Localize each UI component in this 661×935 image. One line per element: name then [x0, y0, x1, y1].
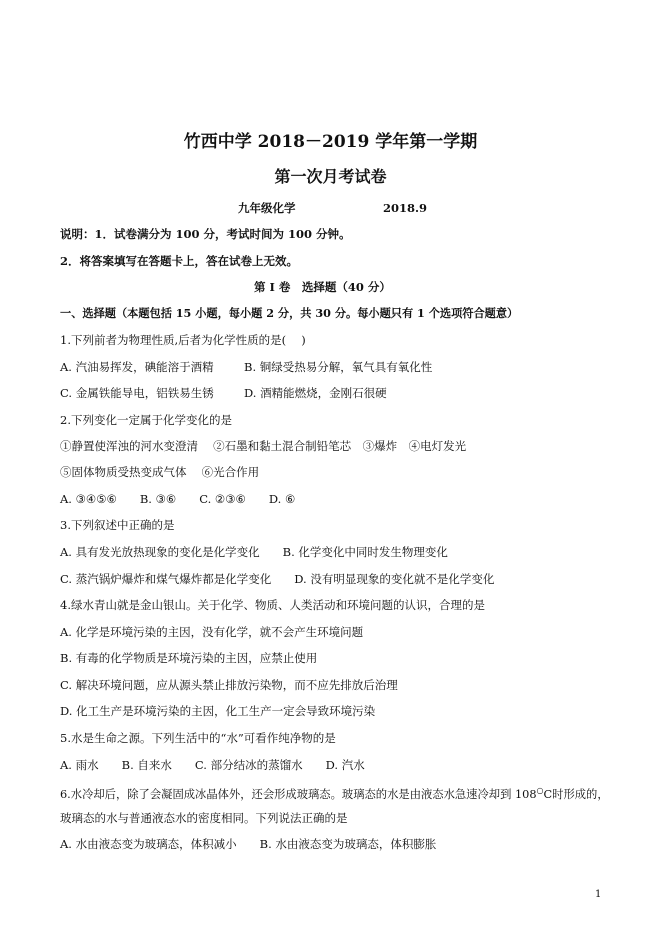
q1-option-b: B. 铜绿受热易分解，氧气具有氧化性 — [244, 360, 433, 374]
q6-options-ab: A. 水由液态变为玻璃态，体积减小 B. 水由液态变为玻璃态，体积膨胀 — [60, 837, 437, 851]
q6-stem-text: 6.水冷却后，除了会凝固成冰晶体外，还会形成玻璃态。玻璃态的水是由液态水急速冷却到 108 — [60, 787, 537, 801]
exam-subtitle: 第一次月考试卷 — [274, 167, 387, 186]
q2-options: A. ③④⑤⑥ B. ③⑥ C. ②③⑥ D. ⑥ — [60, 492, 296, 506]
q4-option-c: C. 解决环境问题，应从源头禁止排放污染物，而不应先排放后治理 — [60, 678, 398, 692]
instruction-line-1: 说明：1．试卷满分为 100 分，考试时间为 100 分钟。 — [60, 227, 351, 241]
q1-option-a: A. 汽油易挥发，碘能溶于酒精 — [60, 360, 214, 374]
q4-option-a: A. 化学是环境污染的主因，没有化学，就不会产生环境问题 — [60, 625, 364, 639]
grade-label: 九年级化学 — [238, 201, 296, 215]
exam-date: 2018.9 — [383, 201, 428, 215]
q2-items-line-1: ①静置使浑浊的河水变澄清 ②石墨和黏土混合制铅笔芯 ③爆炸 ④电灯发光 — [60, 439, 467, 453]
q2-stem: 2.下列变化一定属于化学变化的是 — [60, 413, 232, 427]
q4-option-b: B. 有毒的化学物质是环境污染的主因，应禁止使用 — [60, 651, 318, 665]
q6-stem-line-2: 玻璃态的水与普通液态水的密度相同。下列说法正确的是 — [60, 811, 348, 825]
exam-title: 竹西中学 2018－2019 学年第一学期 — [183, 132, 478, 152]
q1-option-d: D. 酒精能燃烧，金刚石很硬 — [244, 386, 387, 400]
q4-stem: 4.绿水青山就是金山银山。关于化学、物质、人类活动和环境问题的认识，合理的是 — [60, 598, 485, 612]
q6-stem-line-1 — [60, 783, 609, 803]
q6-stem-text-end: C时形成的， — [543, 787, 609, 801]
q3-stem: 3.下列叙述中正确的是 — [60, 518, 175, 532]
section-heading: 第 I 卷 选择题（40 分） — [254, 280, 391, 294]
q5-stem: 5.水是生命之源。下列生活中的“水”可看作纯净物的是 — [60, 731, 336, 745]
q5-options: A. 雨水 B. 自来水 C. 部分结冰的蒸馏水 D. 汽水 — [60, 758, 365, 772]
degree-sign: ○ — [536, 786, 544, 795]
page-number: 1 — [595, 889, 602, 900]
q1-stem: 1.下列前者为物理性质,后者为化学性质的是( ) — [60, 333, 306, 347]
part-one-heading: 一、选择题（本题包括 15 小题，每小题 2 分，共 30 分。每小题只有 1 个选项符合题意） — [60, 306, 519, 320]
q2-items-line-2: ⑤固体物质受热变成气体 ⑥光合作用 — [60, 465, 260, 479]
q4-option-d: D. 化工生产是环境污染的主因，化工生产一定会导致环境污染 — [60, 704, 376, 718]
q3-options-ab: A. 具有发光放热现象的变化是化学变化 B. 化学变化中同时发生物理变化 — [60, 545, 448, 559]
q1-option-c: C. 金属铁能导电，铝铁易生锈 — [60, 386, 214, 400]
q3-options-cd: C. 蒸汽锅炉爆炸和煤气爆炸都是化学变化 D. 没有明显现象的变化就不是化学变化 — [60, 572, 495, 586]
instruction-line-2: 2．将答案填写在答题卡上，答在试卷上无效。 — [60, 254, 298, 268]
